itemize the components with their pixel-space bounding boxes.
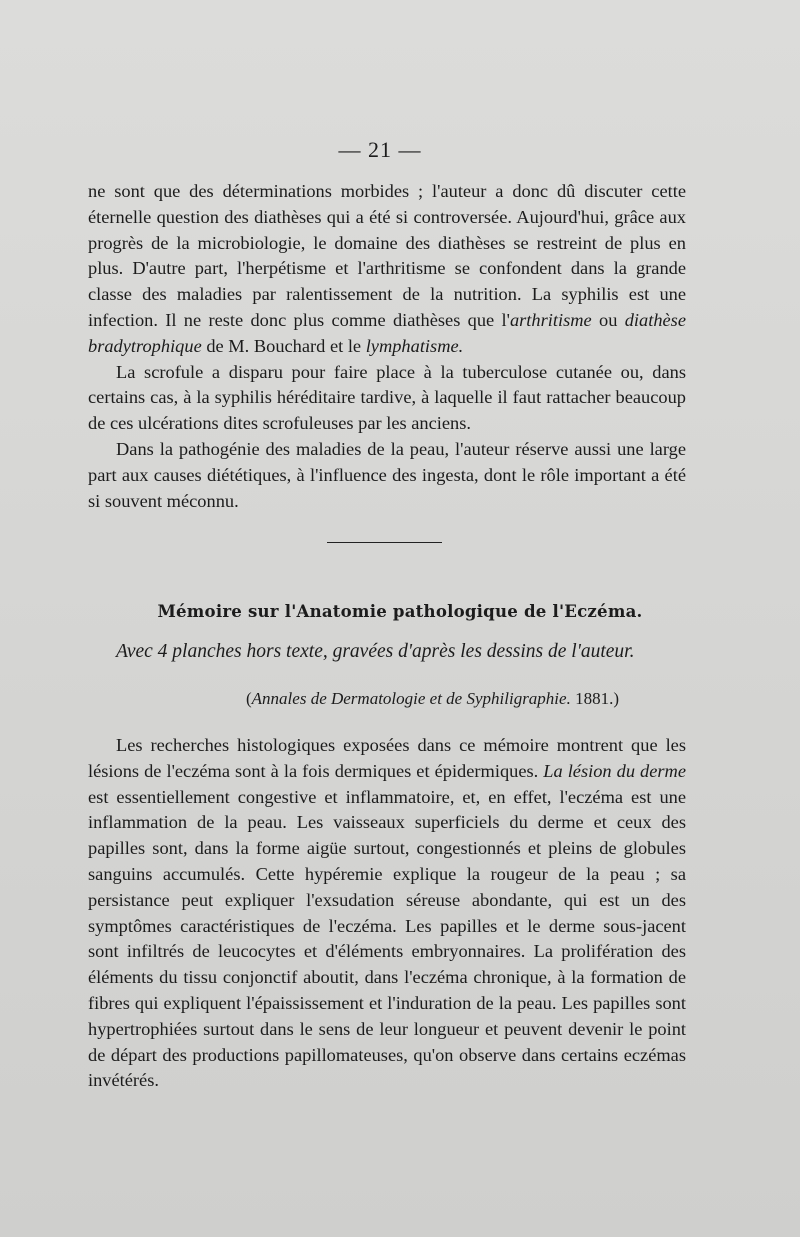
paragraph-text: ou — [591, 309, 625, 330]
paragraph-scrofule: La scrofule a disparu pour faire place à la tuberculose cutanée ou, dans certains cas, à la syphilis héréditaire tardive, à laquelle il faut rattacher beaucoup de ces ulcérations dites scrofuleuses par les anciens. — [88, 361, 686, 434]
paragraph-text: est essentiellement congestive et inflammatoire, et, en effet, l'eczéma est une inflammation de la peau. Les vaisseaux superficiels du derme et ceux des papilles sont, dans la forme aigüe surtout, congestionnés et pleins de globules sanguins accumulés. Cette hypéremie explique la rougeur de la peau ; sa persistance peut expliquer l'exsudation séreuse abondante, qui est un des symptômes caractéristiques de l'eczéma. Les papilles et le derme sous-jacent sont infiltrés de leucocytes et d'éléments embryonnaires. La prolifération des éléments du tissu conjonctif aboutit, dans l'eczéma chronique, à la formation de fibres qui expliquent l'épaississement et l'induration de la peau. Les papilles sont hypertrophiées surtout dans le sens de leur longueur et peuvent devenir le point de départ des productions papillomateuses, qu'on observe dans certains eczémas invétérés. — [88, 786, 686, 1091]
text-block-diatheses — [88, 179, 686, 514]
section-separator-rule — [327, 542, 442, 543]
citation-year: 1881.) — [570, 689, 620, 708]
paragraph-eczema — [88, 733, 686, 1094]
paragraph-diatheses — [88, 179, 686, 360]
section-subtitle: Avec 4 planches hors texte, gravées d'après les dessins de l'auteur. — [116, 641, 635, 662]
paragraph-text: de M. Bouchard et le — [201, 335, 366, 356]
page-number: — 21 — — [338, 137, 422, 162]
citation — [246, 689, 686, 709]
paragraph-text: Les recherches histologiques exposées dans ce mémoire montrent que les lésions de l'eczéma sont à la fois dermiques et épidermiques. — [88, 735, 686, 781]
paragraph-pathogenie: Dans la pathogénie des maladies de la peau, l'auteur réserve aussi une large part aux causes diététiques, à l'influence des ingesta, dont le rôle important a été si souvent méconnu. — [88, 438, 686, 511]
italic-term-diathese: diathèse bradytrophique — [88, 309, 687, 356]
paragraph-text: ne sont que des déterminations morbides ; l'auteur a donc dû discuter cette éternelle question des diathèses qui a été si controversée. Aujourd'hui, grâce aux progrès de la microbiologie, le domaine des diathèses se restreint de plus en plus. D'autre part, l'herpétisme et l'arthritisme se confondent dans la grande classe des maladies par ralentissement de la nutrition. La syphilis est une infection. Il ne reste donc plus comme diathèses que l' — [88, 181, 686, 330]
citation-open: ( — [246, 689, 252, 708]
italic-term-lesion-derme: La lésion du derme — [543, 760, 686, 781]
italic-term-lymphatisme: lymphatisme. — [365, 335, 464, 356]
citation-journal: Annales de Dermatologie et de Syphiligraphie. — [251, 689, 571, 708]
italic-term-arthritisme: arthritisme — [509, 309, 592, 330]
text-block-eczema — [88, 733, 686, 1094]
section-title: Mémoire sur l'Anatomie pathologique de l'Eczéma. — [157, 601, 643, 621]
